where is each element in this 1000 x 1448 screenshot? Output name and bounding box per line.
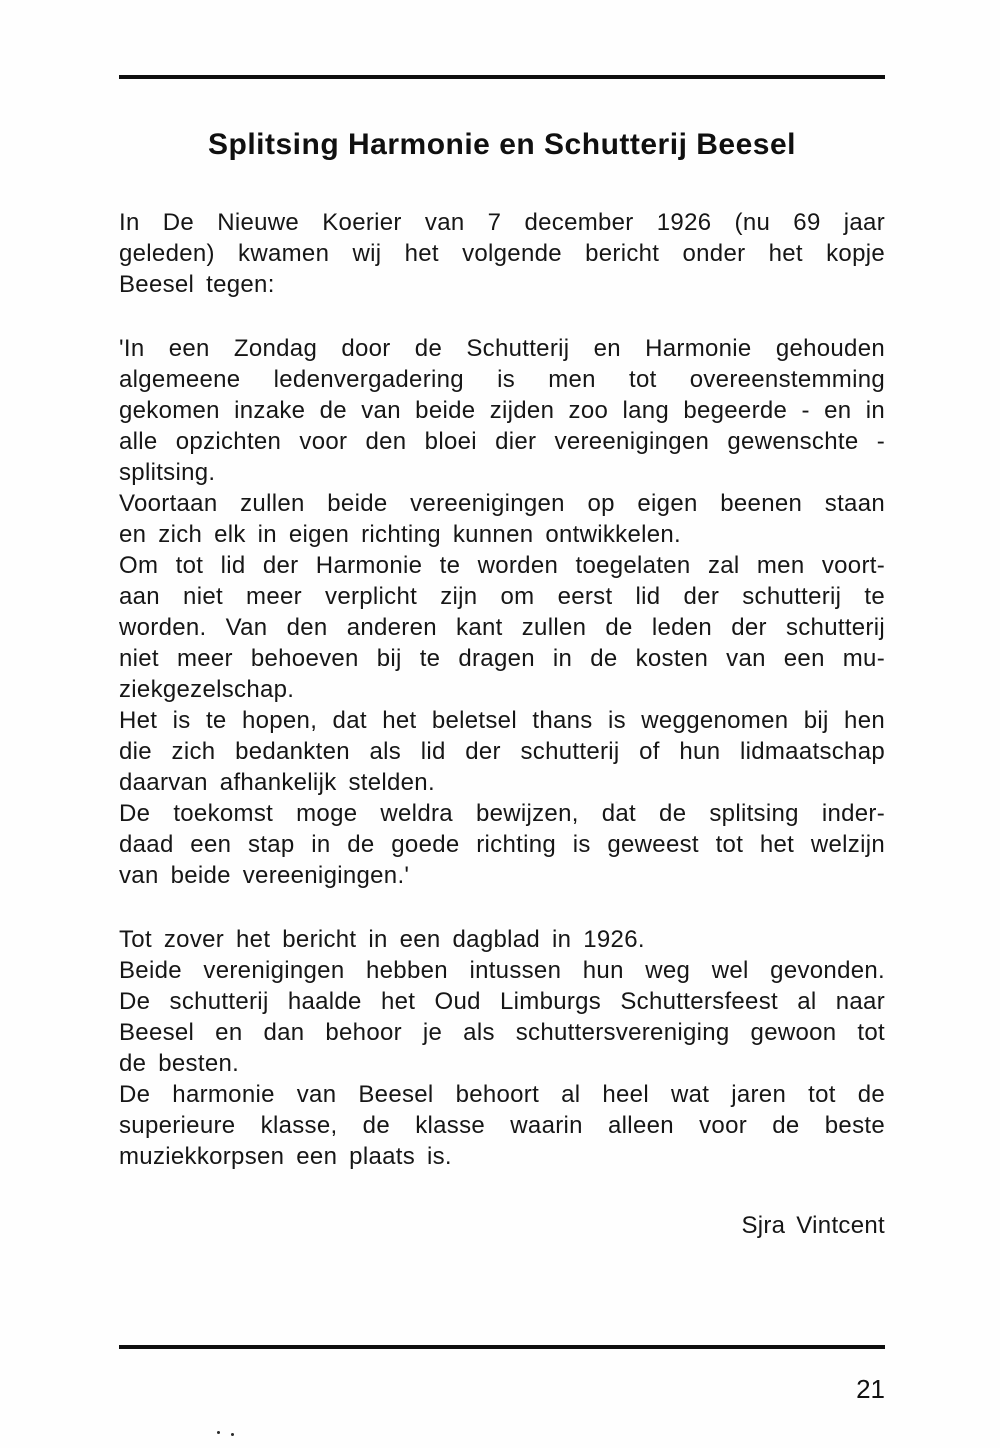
text-line: geleden) kwamen wij het volgende bericht onder het kopje: [119, 240, 885, 267]
bottom-horizontal-rule: [119, 1345, 885, 1349]
text-line: die zich bedankten als lid der schutterij of hun lidmaatschap: [119, 738, 885, 765]
text-line: Beesel tegen:: [119, 271, 275, 298]
text-line: De schutterij haalde het Oud Limburgs Schuttersfeest al naar: [119, 988, 885, 1015]
text-line: aan niet meer verplicht zijn om eerst lid der schutterij te: [119, 583, 885, 610]
text-line: Het is te hopen, dat het beletsel thans is weggenomen bij hen: [119, 707, 885, 734]
text-line: daad een stap in de goede richting is geweest tot het welzijn: [119, 831, 885, 858]
text-line: en zich elk in eigen richting kunnen ontwikkelen.: [119, 521, 682, 548]
paragraph: [119, 333, 885, 891]
text-line: 'In een Zondag door de Schutterij en Harmonie gehouden: [119, 335, 885, 362]
paragraph: [119, 207, 885, 300]
paragraph: [119, 924, 885, 1172]
text-line: De harmonie van Beesel behoort al heel wat jaren tot de: [119, 1081, 885, 1108]
top-horizontal-rule: [119, 75, 885, 79]
text-line: alle opzichten voor den bloei dier vereenigingen gewenschte -: [119, 428, 885, 455]
text-line: algemeene ledenvergadering is men tot overeenstemming: [119, 366, 885, 393]
scan-artifact-speck: [217, 1431, 220, 1434]
page-title: Splitsing Harmonie en Schutterij Beesel: [208, 128, 796, 162]
text-line: Beide verenigingen hebben intussen hun weg wel gevonden.: [119, 957, 885, 984]
text-line: superieure klasse, de klasse waarin alleen voor de beste: [119, 1112, 885, 1139]
article-body: [119, 207, 885, 1172]
text-line: worden. Van den anderen kant zullen de leden der schutterij: [119, 614, 885, 641]
text-line: van beide vereenigingen.': [119, 862, 410, 889]
text-line: gekomen inzake de van beide zijden zoo lang begeerde - en in: [119, 397, 885, 424]
text-line: splitsing.: [119, 459, 216, 486]
page-number: 21: [856, 1374, 885, 1404]
text-line: daarvan afhankelijk stelden.: [119, 769, 435, 796]
text-line: In De Nieuwe Koerier van 7 december 1926 (nu 69 jaar: [119, 209, 885, 236]
text-line: ziekgezelschap.: [119, 676, 295, 703]
author-signature: Sjra Vintcent: [741, 1212, 885, 1239]
text-line: muziekkorpsen een plaats is.: [119, 1143, 452, 1170]
text-line: niet meer behoeven bij te dragen in de kosten van een mu-: [119, 645, 885, 672]
text-line: de besten.: [119, 1050, 240, 1077]
text-line: De toekomst moge weldra bewijzen, dat de splitsing inder-: [119, 800, 885, 827]
text-line: Voortaan zullen beide vereenigingen op eigen beenen staan: [119, 490, 885, 517]
text-line: Tot zover het bericht in een dagblad in 1926.: [119, 926, 645, 953]
scan-artifact-speck: [231, 1433, 234, 1436]
text-line: Beesel en dan behoor je als schuttersvereniging gewoon tot: [119, 1019, 885, 1046]
text-line: Om tot lid der Harmonie te worden toegelaten zal men voort-: [119, 552, 885, 579]
